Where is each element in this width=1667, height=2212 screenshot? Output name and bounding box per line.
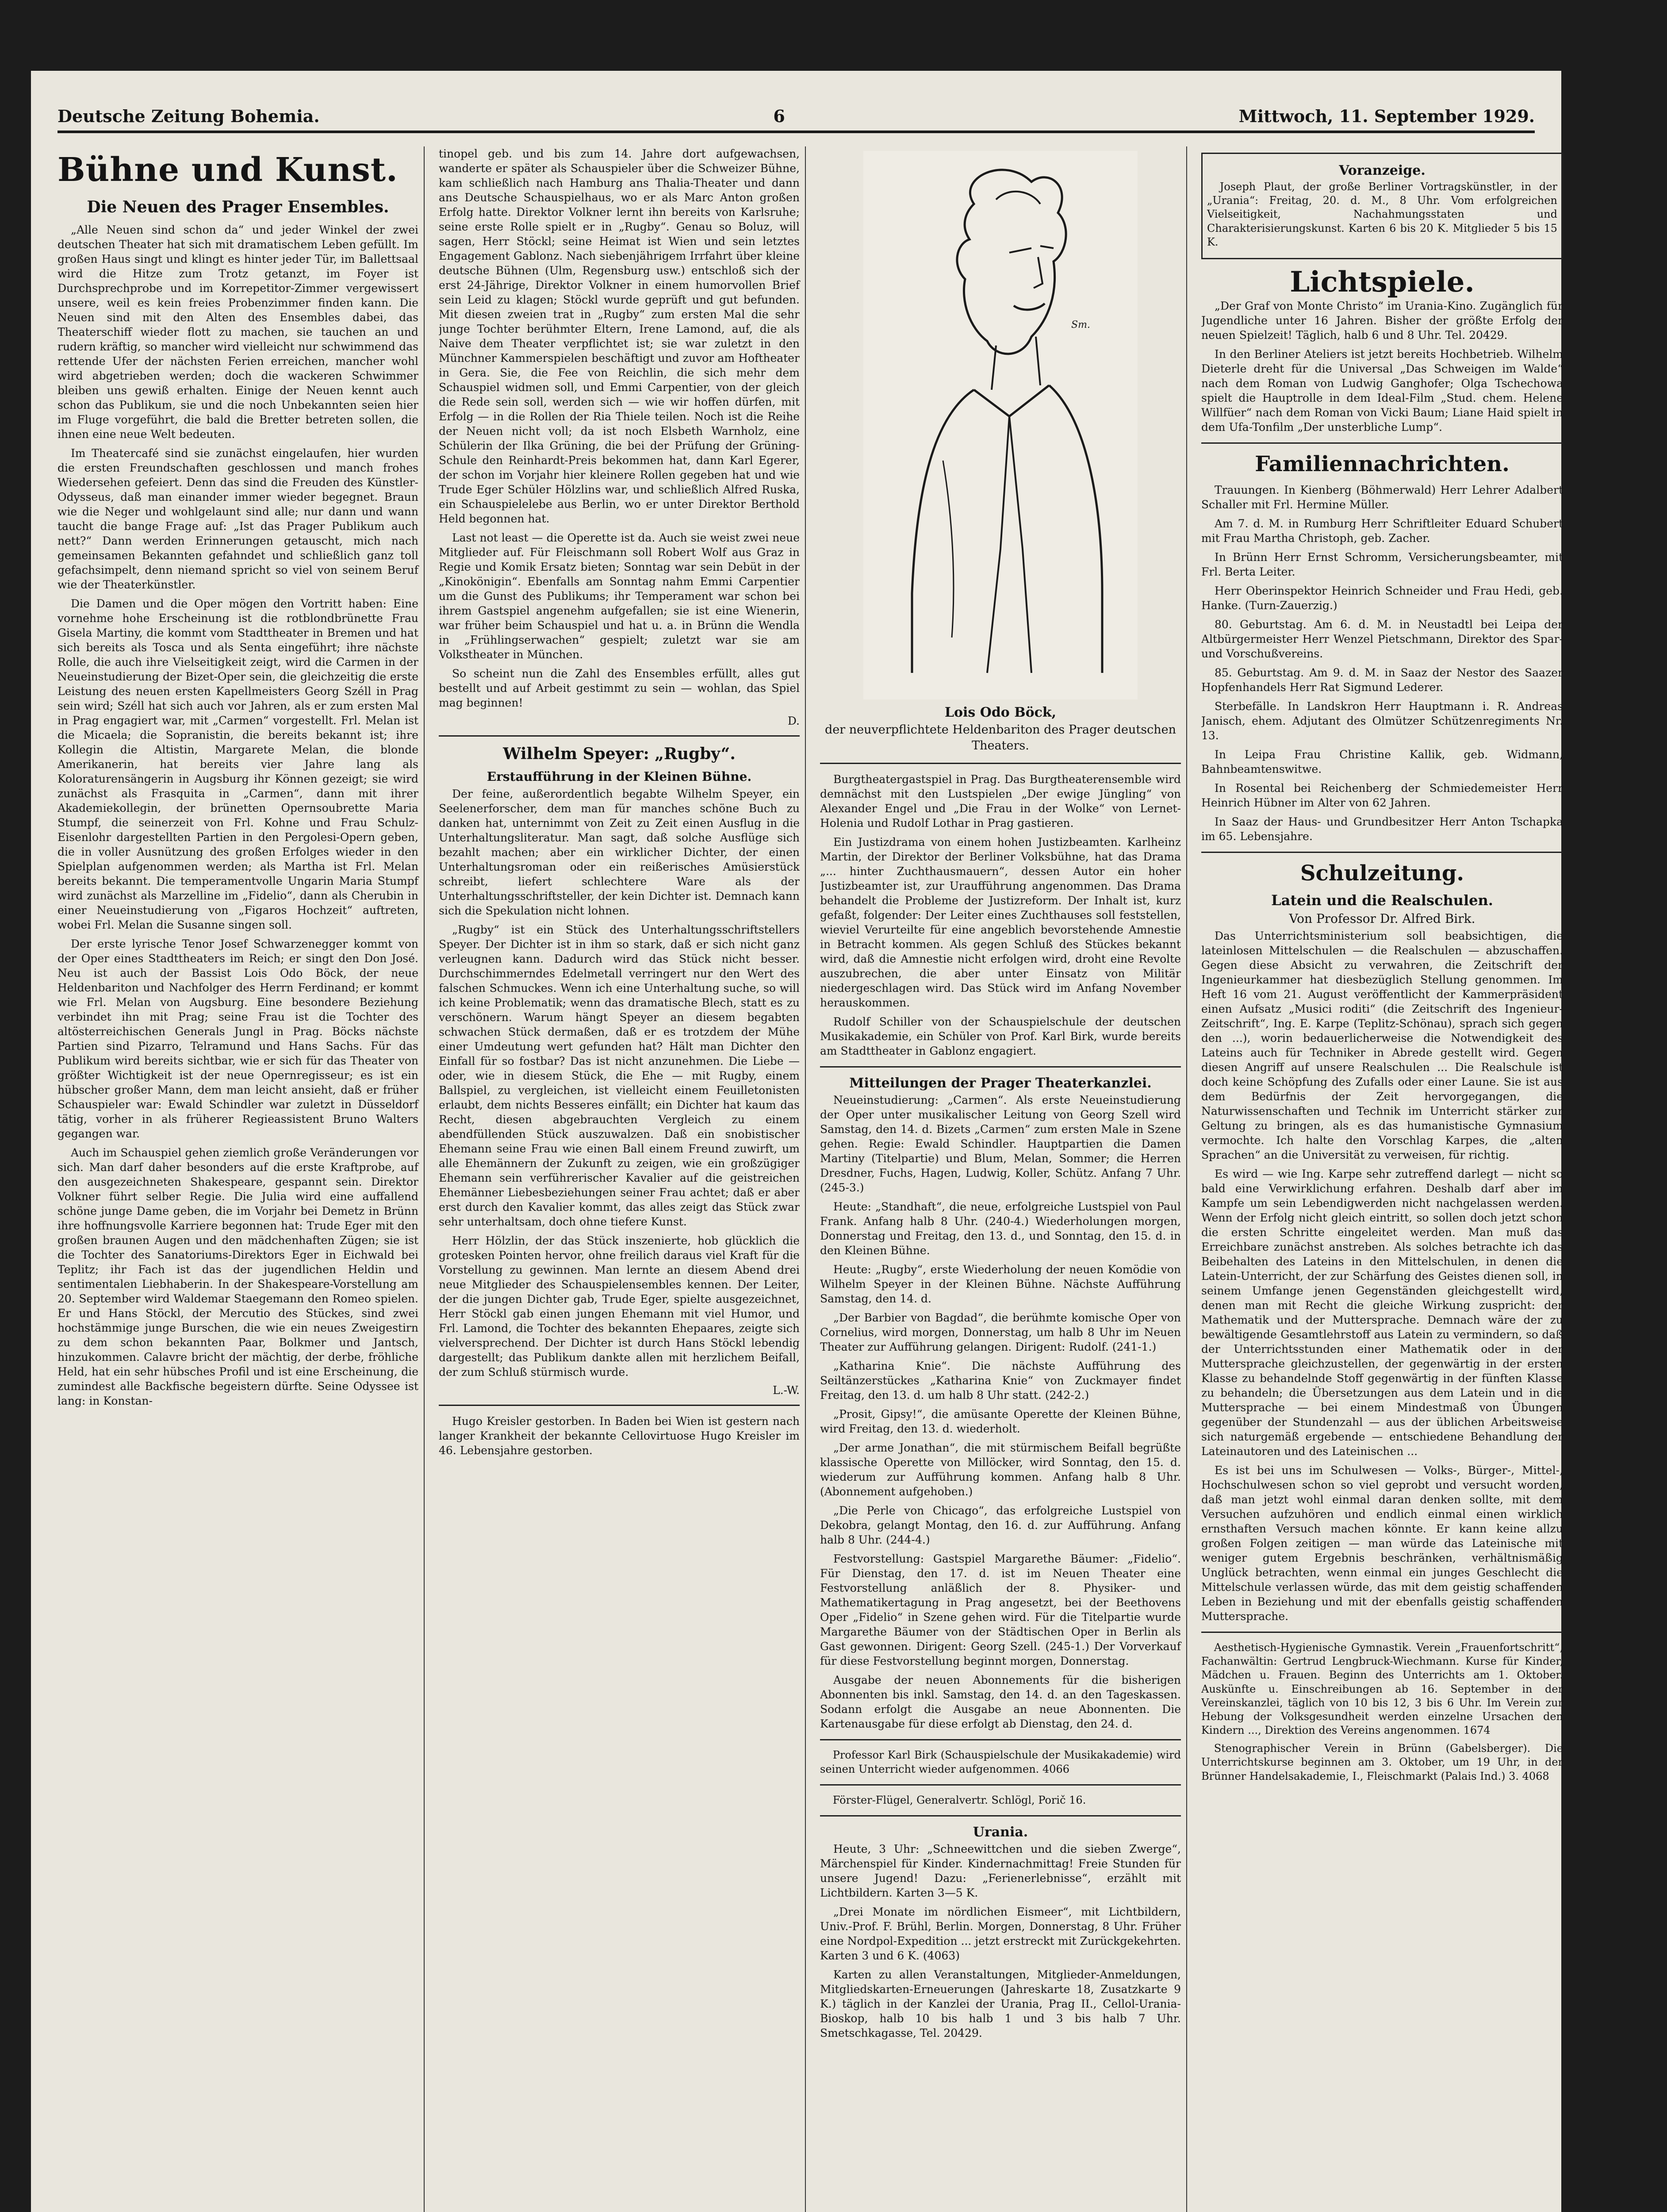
svg-text:Sm.: Sm. — [1071, 319, 1090, 330]
divider — [1201, 442, 1563, 444]
paragraph: Am 7. d. M. in Rumburg Herr Schriftleiter Eduard Schubert mit Frau Martha Christoph, geb. Zacher. — [1201, 517, 1563, 545]
divider — [439, 1405, 800, 1406]
caption-text: der neuverpflichtete Heldenbariton des Prager deutschen Theaters. — [825, 722, 1176, 753]
paragraph: Das Unterrichtsministerium soll beabsichtigen, die lateinlosen Mittelschulen — die Realschulen — abzuschaffen. Gegen diese Absicht zu verwahren, die Zeitschrift der Ingenieurkammer hat diesbezüglich Stellung genommen. Im Heft 16 vom 21. August veröffentlicht der Kammerpräsident einen Aufsatz „Musici roditi“ (die Zeitschrift des Ingenieur-Zeitschrift“, Ing. E. Karpe (Teplitz-Schönau), sprach sich gegen den ...), worin bedauerlicherweise die Notwendigkeit des Lateins auch für Techniker in Abrede gestellt wird. Gegen diesen Angriff auf unsere Realschulen ... Die Realschule ist doch keine Schöpfung des Zufalls oder einer Laune. Sie ist aus dem Bedürfnis der Zeit hervorgegangen, die Naturwissenschaften und Technik im Unterricht stärker zur Geltung zu bringen, als es das humanistische Gymnasium vermochte. Ich halte den Vorschlag Karpes, die „alten Sprachen“ an die Universität zu verweisen, für richtig. — [1201, 929, 1563, 1161]
notice-paragraph: Hugo Kreisler gestorben. In Baden bei Wien ist gestern nach langer Krankheit der bekannte Cellovirtuose Hugo Kreisler im 46. Lebensjahre gestorben. — [439, 1415, 800, 1457]
paragraph: „Alle Neuen sind schon da“ und jeder Winkel der zwei deutschen Theater hat sich mit dramatischem Leben gefüllt. Im großen Haus singt und klingt es hinter jeder Tür, im Ballettsaal wird die Hitze zum Trotz getanzt, im Foyer ist Durchsprechprobe und im Korrepetitor-Zimmer vergewissert unsere, weil es kein freies Probenzimmer finden kann. Die Neuen sind mit den Alten des Ensembles dabei, das Theaterschiff wieder flott zu machen, sie tauchen an und rudern kräftig, so mancher wird vielleicht nur schwimmend das rettende Ufer der nächsten Ferien erreichen, mancher wohl wird abgetrieben werden; doch die wackeren Schwimmer bleiben uns gewiß erhalten. Einige der Neuen kennt auch schon das Publikum, sie und die noch Unbekannten seien hier im Fluge vorgeführt, die bald die Bretter betreten sollen, die ihnen eine neue Welt bedeuten. — [57, 223, 418, 441]
paragraph: Die Damen und die Oper mögen den Vortritt haben: Eine vornehme hohe Erscheinung ist die rotblondbrünette Frau Gisela Martiny, die kommt vom Stadttheater in Bremen und hat sich bereits als Tosca und als Senta eingeführt; ihre nächste Rolle, die auch ihre Vielseitigkeit zeigt, wird die Carmen in der Neueinstudierung der Bizet-Oper sein, die gleichzeitig die erste Leistung des neuen ersten Kapellmeisters Georg Széll in Prag sein wird; Széll hat sich auch vor Jahren, als er zum ersten Mal in Prag engagiert war, mit „Carmen“ vorgestellt. Frl. Melan ist die Micaela; die Sopranistin, die bereits bekannt ist; ihre Kollegin die Altistin, Margarete Melan, die blonde Amerikanerin, hat bereits vier Jahre lang als Koloraturensängerin in Augsburg ihr Können gezeigt; sie wird zunächst als Frasquita in „Carmen“, dann mit ihrer Akademiekollegin, der brünetten Opernsoubrette Maria Stumpf, die seinerzeit von Frl. Kohne und Frau Schulz-Eisenlohr dargestellten Partien in den Pergolesi-Opern geben, die in voller Ausnützung des großen Erfolges wieder in den Spielplan aufgenommen werden; als Martha ist Frl. Melan bereits bekannt. Die temperamentvolle Ungarin Maria Stumpf wird zunächst als Marzelline im „Fidelio“, dann als Cherubin in einer Neueinstudierung von „Figaros Hochzeit“ auftreten, wobei Frl. Melan die Susanne singen soll. — [57, 597, 418, 931]
portrait-caricature — [863, 151, 1138, 699]
advertisement: Aesthetisch-Hygienische Gymnastik. Verein „Frauenfortschritt“, Fachanwältin: Gertrud Lengbruck-Wiechmann. Kurse für Kinder, Mädchen u. Frauen. Beginn des Unterrichts am 1. Oktober. Auskünfte u. Einschreibungen ab 16. September in der Vereinskanzlei, täglich von 10 bis 12, 3 bis 6 Uhr. Im Verein zur Hebung der Volksgesundheit werden einzelne Ursachen den Kindern ..., Direktion des Vereins angenommen. 1674 — [1201, 1641, 1563, 1737]
section-title-familiennachrichten: Familiennachrichten. — [1255, 451, 1510, 476]
divider — [1201, 852, 1563, 853]
paragraph: „Der arme Jonathan“, die mit stürmischem Beifall begrüßte klassische Operette von Millöcker, wird Sonntag, den 15. d. wiederum zur Aufführung kommen. Anfang halb 8 Uhr. (Abonnement aufgehoben.) — [820, 1441, 1181, 1498]
paragraph: In Rosental bei Reichenberg der Schmiedemeister Herr Heinrich Hübner im Alter von 62 Jahren. — [1201, 781, 1563, 809]
paragraph: In Leipa Frau Christine Kallik, geb. Widmann, Bahnbeamtenswitwe. — [1201, 748, 1563, 776]
paragraph: Burgtheatergastspiel in Prag. Das Burgtheaterensemble wird demnächst mit den Lustspielen „Der ewige Jüngling“ von Alexander Engel und „Die Frau in der Wolke“ von Lernet-Holenia und Rudolf Lothar in Prag gastieren. — [820, 773, 1181, 830]
paragraph: In Brünn Herr Ernst Schromm, Versicherungsbeamter, mit Frl. Berta Leiter. — [1201, 550, 1563, 578]
divider — [820, 1815, 1181, 1816]
column-4 — [1201, 146, 1568, 2212]
paragraph: Sterbefälle. In Landskron Herr Hauptmann i. R. Andreas Janisch, ehem. Adjutant des Olmützer Schützenregiments Nr. 13. — [1201, 699, 1563, 742]
paragraph: Heute: „Standhaft“, die neue, erfolgreiche Lustspiel von Paul Frank. Anfang halb 8 Uhr. (240-4.) Wiederholungen morgen, Donnerstag und Freitag, den 13. d., und Sonntag, den 15. d. in den Kleinen Bühne. — [820, 1200, 1181, 1257]
paragraph: tinopel geb. und bis zum 14. Jahre dort aufgewachsen, wanderte er später als Schauspieler über die Schweizer Bühne, kam schließlich nach Hamburg ans Thalia-Theater und dann ans Deutsche Schauspielhaus, wo er als Marc Anton großen Erfolg hatte. Direktor Volkner lernt ihn bereits von Karlsruhe; seine erste Rolle spielt er in „Rugby“. Genau so Boluz, will sagen, Herr Stöckl; seine Heimat ist Wien und sein letztes Engagement Gablonz. Nach siebenjährigem Irrfahrt über kleine deutsche Bühnen (Ulm, Regensburg usw.) entschloß sich der erst 24-Jährige, Direktor Volkner in einem humorvollen Brief sein Leid zu klagen; Stöckl wurde geprüft und gut befunden. Mit diesen zweien trat in „Rugby“ zum ersten Mal die sehr junge Tochter berühmter Eltern, Irene Lamond, auf, die als Naive dem Theater verpflichtet ist; sie war zuletzt in den Münchner Kammerspielen beschäftigt und zuvor am Hoftheater in Gera. Sie, die Fee von Reichlin, die sich mehr dem Schauspiel widmen soll, und Emmi Carpentier, von der gleich die Rede sein soll, werden sich — wie wir hoffen dürfen, mit Erfolg — in die Rollen der Ria Thiele teilen. Noch ist die Reihe der Neuen nicht voll; da ist noch Elsbeth Warnholz, eine Schülerin der Ilka Grüning, die bei der Prüfung der Grüning-Schule den Reinhardt-Preis bekommen hat, dann Karl Egerer, der schon im Vorjahr hier kleinere Rollen gegeben hat und wie Trude Eger Schüler Hölzlins war, und schließlich Alfred Ruska, ein Schauspielelebe aus Berlin, wo er unter Direktor Berthold Held begonnen hat. — [439, 147, 800, 525]
paragraph: „Katharina Knie“. Die nächste Aufführung des Seiltänzerstückes „Katharina Knie“ von Zuckmayer findet Freitag, den 13. d. um halb 8 Uhr statt. (242-2.) — [820, 1359, 1181, 1402]
signature: D. — [787, 714, 800, 727]
paragraph: Neueinstudierung: „Carmen“. Als erste Neueinstudierung der Oper unter musikalischer Leitung von Georg Szell wird Samstag, den 14. d. Bizets „Carmen“ zum ersten Male in Szene gehen. Regie: Ewald Schindler. Hauptpartien die Damen Martiny (Titelpartie) und Blum, Melan, Sommer; die Herren Dresdner, Fuchs, Hagen, Ludwig, Koller, Schütz. Anfang 7 Uhr. (245-3.) — [820, 1094, 1181, 1194]
article-title-theaterkanzlei: Mitteilungen der Prager Theaterkanzlei. — [849, 1075, 1152, 1091]
page-number: 6 — [773, 106, 785, 126]
paragraph: Trauungen. In Kienberg (Böhmerwald) Herr Lehrer Adalbert Schaller mit Frl. Hermine Müller. — [1201, 483, 1563, 511]
paragraph: Herr Oberinspektor Heinrich Schneider und Frau Hedi, geb. Hanke. (Turn-Zauerzig.) — [1201, 584, 1563, 612]
signature: L.-W. — [773, 1384, 800, 1397]
article-subtitle: Erstaufführung in der Kleinen Bühne. — [487, 769, 752, 784]
paragraph: So scheint nun die Zahl des Ensembles erfüllt, alles gut bestellt und auf Arbeit gestimmt zu sein — wohlan, das Spiel mag beginnen! — [439, 667, 800, 709]
paragraph: Rudolf Schiller von der Schauspielschule der deutschen Musikakademie, ein Schüler von Prof. Karl Birk, wurde bereits am Stadttheater in Gablonz engagiert. — [820, 1015, 1181, 1058]
paragraph: In Saaz der Haus- und Grundbesitzer Herr Anton Tschapka im 65. Lebensjahre. — [1201, 815, 1563, 843]
caption-name: Lois Odo Böck, — [944, 705, 1057, 720]
paragraph: Heute, 3 Uhr: „Schneewittchen und die sieben Zwerge“, Märchenspiel für Kinder. Kindernachmittag! Freie Stunden für unsere Jugend! Dazu: „Ferienerlebnisse“, erzählt mit Lichtbildern. Karten 3—5 K. — [820, 1842, 1181, 1899]
column-1 — [57, 146, 425, 2212]
paragraph: 80. Geburtstag. Am 6. d. M. in Neustadtl bei Leipa der Altbürgermeister Herr Wenzel Pietschmann, Direktor des Spar- und Vorschußvereins. — [1201, 618, 1563, 660]
section-title-buehne: Bühne und Kunst. — [57, 151, 398, 189]
article-title-ensemble: Die Neuen des Prager Ensembles. — [87, 198, 389, 216]
newspaper-page — [31, 71, 1561, 2212]
section-title-lichtspiele: Lichtspiele. — [1290, 265, 1475, 299]
paragraph: Ausgabe der neuen Abonnements für die bisherigen Abonnenten bis inkl. Samstag, den 14. d. an den Tageskassen. Sodann erfolgt die Ausgabe an neue Abonnenten. Die Kartenausgabe für diese erfolgt ab Dienstag, den 24. d. — [820, 1674, 1181, 1731]
preview-box — [1201, 153, 1563, 259]
divider — [1201, 1632, 1563, 1633]
paragraph: „Der Barbier von Bagdad“, die berühmte komische Oper von Cornelius, wird morgen, Donnerstag, um halb 8 Uhr im Neuen Theater zur Aufführung gelangen. Dirigent: Rudolf. (241-1.) — [820, 1311, 1181, 1354]
article-title-rugby: Wilhelm Speyer: „Rugby“. — [503, 745, 736, 763]
masthead: Deutsche Zeitung Bohemia. — [57, 106, 320, 126]
paragraph: Es wird — wie Ing. Karpe sehr zutreffend darlegt — nicht so bald eine Verwirklichung erfahren. Deshalb darf aber im Kampfe um sein Lebendigwerden nicht nachgelassen werden. Wenn der Erfolg nicht gleich eintritt, so sollen doch jetzt schon die ersten Schritte eingeleitet werden. Man muß das Erreichbare zunächst anstreben. Als solches betrachte ich das Beibehalten des Lateins in den Mittelschulen, in denen die Latein-Unterricht, der zur Schärfung des Geistes dienen soll, in seinem Umfange jenen Gegenständen gleichgestellt wird, denen man mit Recht die gleiche Wirkung zuspricht: der Mathematik und der Muttersprache. Demnach wäre der zu bewältigende Gesamtlehrstoff aus Latein zu vermindern, so daß der Unterrichtsstunden einer Mathematik oder in der Muttersprache gleichzustellen, der gegenwärtig in der ersten Klasse zu behandelnde Stoff gegenwärtig in der fünften Klasse zu behandeln; die Übersetzungen aus dem Latein und in die Muttersprache — bei einem Mindestmaß von Übungen gegenüber der Stundenzahl — aus der üblichen Arbeitsweise sich naturgemäß ergebende — entschiedene Behandlung der Lateinautoren und des Lateinischen ... — [1201, 1167, 1563, 1458]
paragraph: Heute: „Rugby“, erste Wiederholung der neuen Komödie von Wilhelm Speyer in der Kleinen Bühne. Nächste Aufführung Samstag, den 14. d. — [820, 1263, 1181, 1306]
column-3 — [820, 146, 1187, 2212]
divider — [820, 1066, 1181, 1068]
paragraph: Herr Hölzlin, der das Stück inszenierte, hob glücklich die grotesken Pointen hervor, ohne freilich daraus viel Kraft für die Vorstellung zu gewinnen. Man lernte an diesem Abend drei neue Mitglieder des Schauspielensembles kennen. Der Leiter, der die jungen Dichter gab, Trude Eger, spielte ausgezeichnet, Herr Stöckl gab einen jungen Ehemann mit viel Humor, und Frl. Lamond, die Tochter des bekannten Ehepaares, zeigte sich vielversprechend. Der Dichter ist durch Hans Stöckl lebendig dargestellt; das Publikum dankte allen mit herzlichem Beifall, der zum Schluß stürmisch wurde. — [439, 1234, 800, 1379]
divider — [820, 763, 1181, 764]
box-title: Voranzeige. — [1339, 163, 1426, 178]
article-title-urania: Urania. — [973, 1824, 1028, 1840]
paragraph: Es ist bei uns im Schulwesen — Volks-, Bürger-, Mittel-, Hochschulwesen schon so viel geprobt und versucht worden, daß man jetzt wohl einmal daran denken sollte, mit dem Versuchen aufzuhören und endlich einmal einen wirklich ernsthaften Versuch machen könnte. Er kann keine allzu großen Folgen zeitigen — man würde das Lateinische mit weniger gutem Ergebnis beschränken, verhältnismäßig Unglück betrachten, wenn einmal ein junges Geschlecht die Mittelschule verlassen würde, das mit dem geistig schaffenden Leben in Beziehung und mit der ebenfalls geistig schaffenden Muttersprache. — [1201, 1463, 1563, 1623]
paragraph: „Rugby“ ist ein Stück des Unterhaltungsschriftstellers Speyer. Der Dichter ist in ihm so stark, daß er sich nicht ganz verleugnen kann. Dadurch wird das Stück nicht besser. Durchschimmerndes Edelmetall verringert nur den Wert des falschen Schmuckes. Wenn ich eine Unterhaltung suche, so will ich keine Problematik; wenn das dramatische Blech, statt es zu verschönern. Warum hängt Speyer an diesem begabten schwachen Stück dermaßen, daß er es trotzdem der Mühe einer Umdeutung wert gefunden hat? Hält man Dichter den Einfall für so fostbar? Das ist nicht anzunehmen. Die Liebe — oder, wie in diesem Stück, die Ehe — mit Rugby, einem Ballspiel, zu vergleichen, ist vielleicht einem Feuilletonisten erlaubt, dem nichts Besseres einfällt; ein Dichter hat kaum das Recht, diesen abgebrauchten Vergleich zu einem abendfüllenden Stück auszuwalzen. Daß ein snobistischer Ehemann seine Frau wie einen Ball einem Freund zuwirft, um alle Ehemännern der Zukunft zu zeigen, wie ein großzügiger Ehemann sein verführerischer Kavalier auf die geistreichen Ehemänner Liebesbeziehungen seiner Frau achtet; daß er aber erst durch den Kavalier kommt, das alles zeigt das Stück zwar sehr unterhaltsam, doch ohne tiefere Kunst. — [439, 923, 800, 1228]
paragraph: Auch im Schauspiel gehen ziemlich große Veränderungen vor sich. Man darf daher besonders auf die erste Kraftprobe, auf den ausgezeichneten Shakespeare, gespannt sein. Direktor Volkner führt selber Regie. Die Julia wird eine auffallend schöne junge Dame geben, die im Vorjahr bei Demetz in Brünn ihre hoffnungsvolle Karriere begonnen hat: Trude Eger mit den großen braunen Augen und den mädchenhaften Zügen; sie ist die Tochter des Sanatoriums-Direktors Eger in Eichwald bei Teplitz; ihr Fach ist das der jugendlichen Heldin und sentimentalen Liebhaberin. In der Shakespeare-Vorstellung am 20. September wird Waldemar Staegemann den Romeo spielen. Er und Hans Stöckl, der Mercutio des Stückes, sind zwei hochstämmige junge Burschen, die wie ein neues Zweigestirn zu dem schon bekannten Paar, Bolkmer und Jantsch, hinzukommen. Calavre bricht der mächtig, der derbe, fröhliche Held, hat ein sehr hübsches Profil und ist eine Erscheinung, die zumindest alle Backfische begeistern dürfte. Seine Odyssee ist lang: in Konstan- — [57, 1146, 418, 1407]
column-2 — [439, 146, 806, 2212]
advertisement: Professor Karl Birk (Schauspielschule der Musikakademie) wird seinen Unterricht wieder aufgenommen. 4066 — [820, 1749, 1181, 1775]
paragraph: „Die Perle von Chicago“, das erfolgreiche Lustspiel von Dekobra, gelangt Montag, den 16. d. zur Aufführung. Anfang halb 8 Uhr. (244-4.) — [820, 1504, 1181, 1547]
article-title-latein: Latein und die Realschulen. — [1271, 891, 1493, 909]
divider — [820, 1784, 1181, 1786]
paragraph: Karten zu allen Veranstaltungen, Mitglieder-Anmeldungen, Mitgliedskarten-Erneuerungen (Jahreskarte 18, Zusatzkarte 9 K.) täglich in der Kanzlei der Urania, Prag II., Cellol-Urania-Bioskop, halb 10 bis halb 1 und 3 bis halb 7 Uhr. Smetschkagasse, Tel. 20429. — [820, 1968, 1181, 2039]
paragraph: „Prosit, Gipsy!“, die amüsante Operette der Kleinen Bühne, wird Freitag, den 13. d. wiederholt. — [820, 1408, 1181, 1436]
paragraph: Last not least — die Operette ist da. Auch sie weist zwei neue Mitglieder auf. Für Fleischmann soll Robert Wolf aus Graz in Regie und Komik Ersatz bieten; Sonntag war sein Debüt in der „Kinokönigin“. Ebenfalls am Sonntag nahm Emmi Carpentier um die Gunst des Publikums; ihr Temperament war schon bei ihrem Gastspiel angenehm aufgefallen; sie ist eine Wienerin, war früher beim Schauspiel und hat u. a. in Brünn die Wendla in „Frühlingserwachen“ gespielt; zuletzt war sie am Volkstheater in München. — [439, 531, 800, 661]
page-header — [57, 106, 1535, 133]
box-text: Joseph Plaut, der große Berliner Vortragskünstler, in der „Urania“: Freitag, 20. d. M., 8 Uhr. Vom erfolgreichen Vielseitigkeit, Nachahmungsstaten und Charakterisierungskunst. Karten 6 bis 20 K. Mitglieder 5 bis 15 K. — [1207, 180, 1557, 248]
divider — [820, 1739, 1181, 1740]
section-title-schulzeitung: Schulzeitung. — [1300, 860, 1464, 886]
paragraph: Ein Justizdrama von einem hohen Justizbeamten. Karlheinz Martin, der Direktor der Berliner Volksbühne, hat das Drama „... hinter Zuchthausmauern“, dessen Autor ein hoher Justizbeamter ist, zur Uraufführung angenommen. Das Drama behandelt die Probleme der Justizreform. Der Inhalt ist, kurz gefaßt, folgender: Der Leiter eines Zuchthauses soll feststellen, wieviel Verurteilte für eine angeblich bevorstehende Amnestie in Betracht kommen. Als gegen Schluß des Stückes bekannt wird, daß die Amnestie nicht erfolgen wird, droht eine Revolte auszubrechen, die aber unter Einsatz von Militär niedergeschlagen wird. Das Stück wird im Anfang November herauskommen. — [820, 836, 1181, 1010]
paragraph: Im Theatercafé sind sie zunächst eingelaufen, hier wurden die ersten Freundschaften geschlossen und manch frohes Wiedersehen gefeiert. Denn das sind die Freuden des Künstler-Odysseus, daß man einander immer wieder begegnet. Braun wie die Neger und wohlgelaunt sind alle; nur dann und wann taucht die bange Frage auf: „Ist das Prager Publikum auch nett?“ Dann werden Erinnerungen getauscht, mich nach gemeinsamen Bekannten gefahndet und schließlich ganz toll gefachsimpelt, denn niemand spricht so viel von seinem Beruf wie der Theaterkünstler. — [57, 447, 418, 591]
paragraph: 85. Geburtstag. Am 9. d. M. in Saaz der Nestor des Saazer Hopfenhandels Herr Rat Sigmund Lederer. — [1201, 666, 1563, 694]
advertisement: Stenographischer Verein in Brünn (Gabelsberger). Die Unterrichtskurse beginnen am 3. Oktober, um 19 Uhr, in der Brünner Handelsakademie, I., Fleischmarkt (Palais Ind.) 3. 4068 — [1201, 1742, 1563, 1782]
columns — [57, 146, 1563, 2212]
paragraph: Festvorstellung: Gastspiel Margarethe Bäumer: „Fidelio“. Für Dienstag, den 17. d. ist im Neuen Theater eine Festvorstellung anläßlich der 8. Physiker- und Mathematikertagung in Prag angesetzt, bei der Beethovens Oper „Fidelio“ in Szene gehen wird. Für die Titelpartie wurde Margarethe Bäumer von der Städtischen Oper in Berlin als Gast gewonnen. Dirigent: Georg Szell. (245-1.) Der Vorverkauf für diese Festvorstellung beginnt morgen, Donnerstag. — [820, 1552, 1181, 1668]
issue-date: Mittwoch, 11. September 1929. — [1238, 106, 1535, 126]
advertisement: Förster-Flügel, Generalvertr. Schlögl, Porič 16. — [832, 1793, 1086, 1806]
paragraph: In den Berliner Ateliers ist jetzt bereits Hochbetrieb. Wilhelm Dieterle dreht für die Universal „Das Schweigen im Walde“ nach dem Roman von Ludwig Ganghofer; Olga Tschechowa spielt die Hauptrolle in dem Ideal-Film „Stud. chem. Helene Willfüer“ nach dem Roman von Vicki Baum; Liane Haid spielt in dem Ufa-Tonfilm „Der unsterbliche Lump“. — [1201, 347, 1563, 434]
byline: Von Professor Dr. Alfred Birk. — [1289, 911, 1475, 926]
paragraph: Der feine, außerordentlich begabte Wilhelm Speyer, ein Seelenerforscher, dem man für manches schöne Buch zu danken hat, unternimmt von Zeit zu Zeit einen Ausflug in die Unterhaltungsliteratur. Man sagt, daß solche Ausflüge sich bezahlt machen; aber ein wirklicher Dichter, der einen Unterhaltungsroman oder ein reißerisches Amüsierstück schreibt, liefert schlechtere Ware als der Unterhaltungsschriftsteller, der kein Dichter ist. Demnach kann sich die Spekulation nicht lohnen. — [439, 787, 800, 917]
divider — [439, 735, 800, 737]
portrait-caption — [820, 704, 1181, 754]
paragraph: „Der Graf von Monte Christo“ im Urania-Kino. Zugänglich für Jugendliche unter 16 Jahren. Bisher der größte Erfolg der neuen Spielzeit! Täglich, halb 6 und 8 Uhr. Tel. 20429. — [1201, 299, 1563, 342]
paragraph: „Drei Monate im nördlichen Eismeer“, mit Lichtbildern, Univ.-Prof. F. Brühl, Berlin. Morgen, Donnerstag, 8 Uhr. Früher eine Nordpol-Expedition ... jetzt erstreckt mit Zurückgekehrten. Karten 3 und 6 K. (4063) — [820, 1905, 1181, 1962]
paragraph: Der erste lyrische Tenor Josef Schwarzenegger kommt von der Oper eines Stadttheaters im Reich; er singt den Don José. Neu ist auch der Bassist Lois Odo Böck, der neue Heldenbariton und Nachfolger des Herrn Ferdinand; er kommt wie Frl. Melan von Augsburg. Eine besondere Beziehung verbindet ihn mit Prag; seine Frau ist die Tochter des altösterreichischen Generals Jungl in Prag. Böcks nächste Partien sind Pizarro, Telramund und Hans Sachs. Für das Publikum wird bereits sichtbar, wie er sich für das Theater von größter Wichtigkeit ist der neue Opernregisseur; es ist ein hübscher großer Mann, dem man leicht ansieht, daß er früher Schauspieler war: Ewald Schindler war zuletzt in Düsseldorf tätig, vorher in als früherer Regieassistent Bruno Walters gegangen war. — [57, 937, 418, 1140]
